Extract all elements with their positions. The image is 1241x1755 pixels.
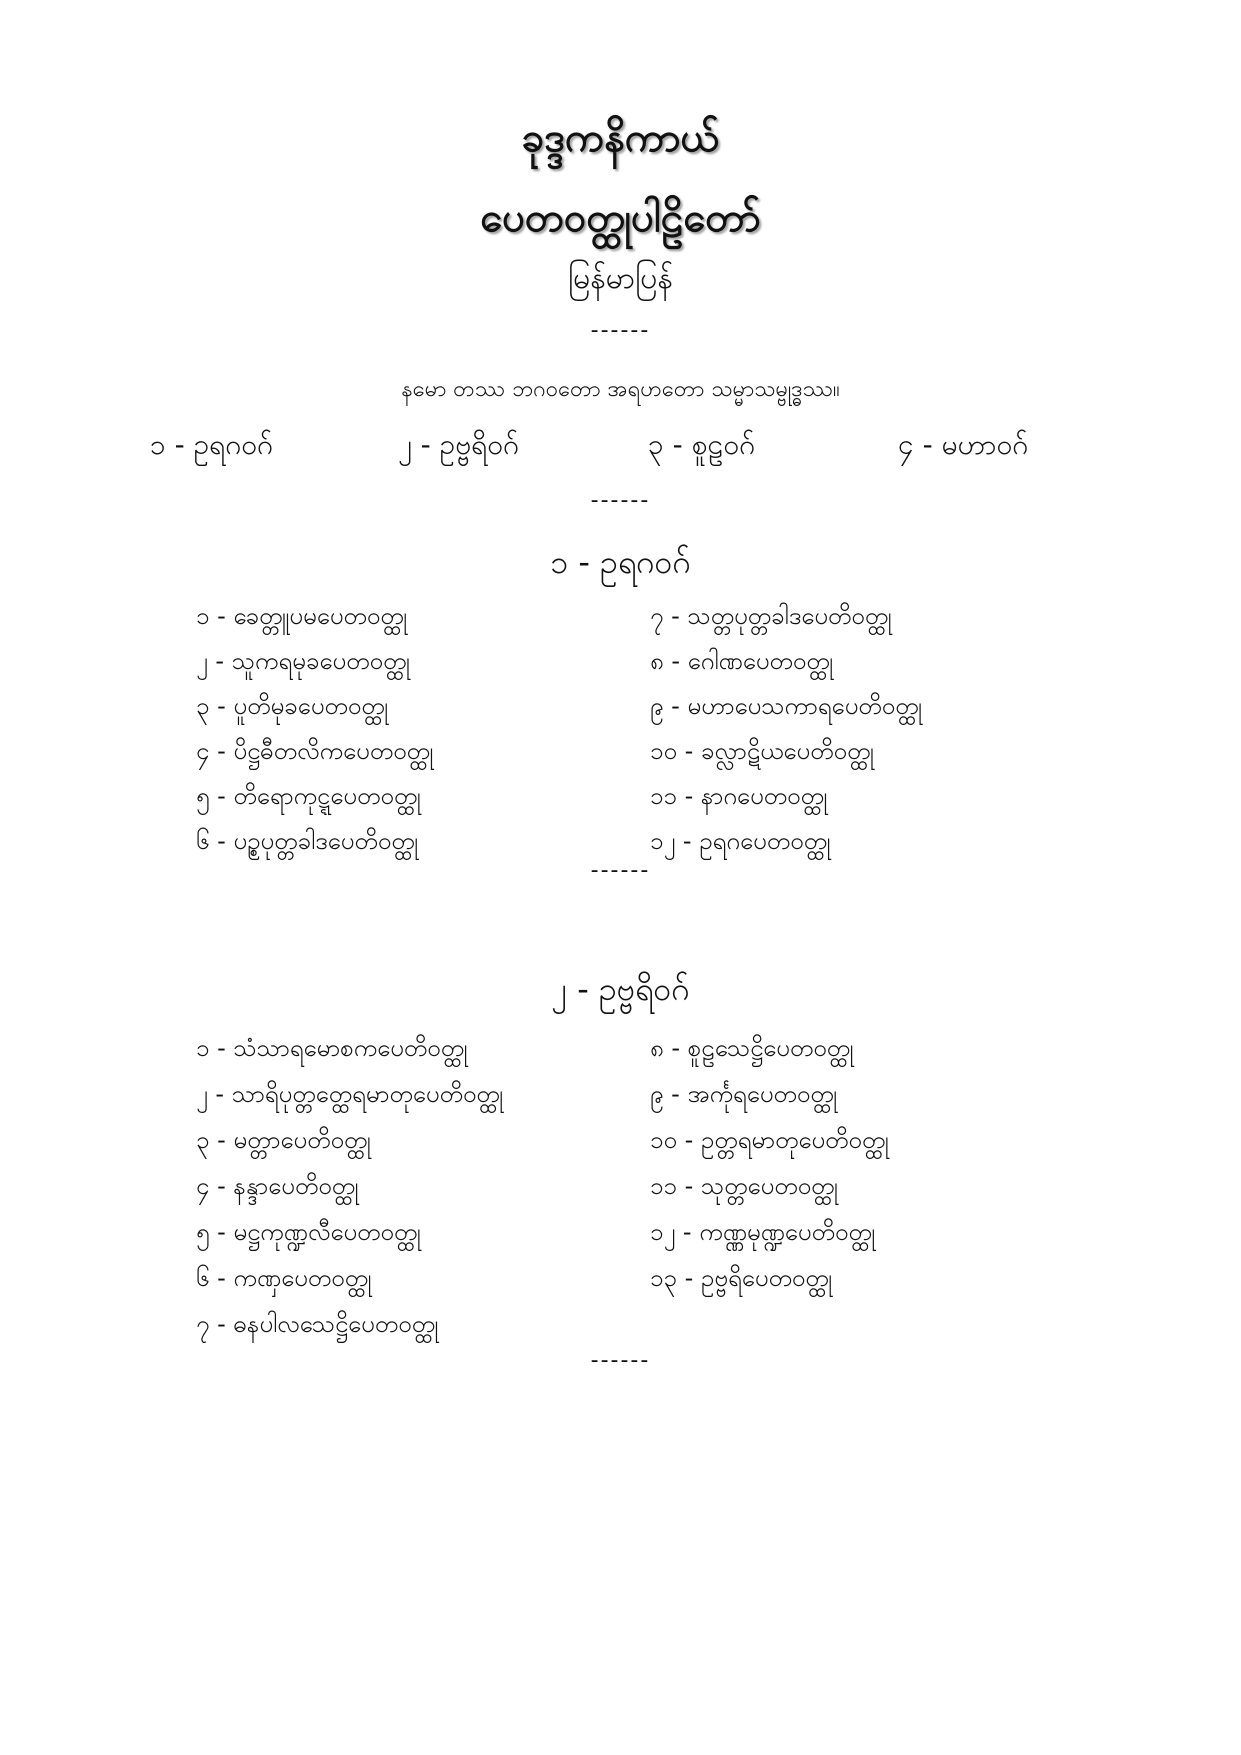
separator: ------	[590, 858, 651, 883]
list-item[interactable]: ၄ - နန္ဒာပေတိဝတ္ထု	[196, 1172, 359, 1200]
list-item[interactable]: ၉ - အင်္ကုရပေတဝတ္ထု	[650, 1080, 838, 1108]
salutation: နမော တဿ ဘဂဝတော အရဟတော သမ္မာသမ္ဗုဒ္ဓဿ။	[401, 377, 840, 402]
list-item[interactable]: ၆ - ကဏှပေတဝတ္ထု	[196, 1264, 372, 1292]
list-item[interactable]: ၈ - ဂေါဏပေတဝတ္ထု	[650, 647, 834, 675]
nav-link-chapter-3[interactable]: ၃ - စူဠဝဂ်	[648, 428, 756, 461]
separator: ------	[590, 1348, 651, 1373]
language-subtitle: မြန်မာပြန်	[568, 261, 673, 296]
list-item[interactable]: ၉ - မဟာပေသကာရပေတိဝတ္ထု	[650, 692, 922, 720]
separator: ------	[590, 318, 651, 343]
separator: ------	[590, 488, 651, 513]
list-item[interactable]: ၁၂ - ကဏ္ဏမုဏ္ဍပေတိဝတ္ထု	[650, 1218, 876, 1246]
list-item[interactable]: ၃ - ပူတိမုခပေတဝတ္ထု	[196, 692, 389, 720]
list-item[interactable]: ၁ - ခေတ္တူပမပေတဝတ္ထု	[196, 602, 408, 630]
nav-link-chapter-2[interactable]: ၂ - ဥဗ္ဗရိဝဂ်	[398, 428, 519, 461]
section-heading: ၂ - ဥဗ္ဗရိဝဂ်	[551, 970, 690, 1008]
list-item[interactable]: ၃ - မတ္တာပေတိဝတ္ထု	[196, 1126, 371, 1154]
list-item[interactable]: ၁၁ - နာဂပေတဝတ္ထု	[650, 782, 828, 810]
list-item[interactable]: ၂ - သူကရမုခပေတဝတ္ထု	[196, 647, 410, 675]
book-title: ပေတဝတ္ထုပါဠိတော်	[480, 195, 761, 241]
list-item[interactable]: ၇ - သတ္တပုတ္တခါဒပေတိဝတ္ထု	[650, 602, 892, 630]
list-item[interactable]: ၁၃ - ဥဗ္ဗရိပေတဝတ္ထု	[650, 1264, 833, 1292]
list-item[interactable]: ၅ - မဋ္ဌကုဏ္ဍလီပေတဝတ္ထု	[196, 1218, 421, 1246]
list-item[interactable]: ၁၀ - ဥတ္တရမာတုပေတိဝတ္ထု	[650, 1126, 889, 1154]
list-item[interactable]: ၈ - စူဠသေဋ္ဌိပေတဝတ္ထု	[650, 1034, 854, 1062]
nav-link-chapter-1[interactable]: ၁ - ဥရဂဝဂ်	[150, 428, 273, 461]
list-item[interactable]: ၁၁ - သုတ္တပေတဝတ္ထု	[650, 1172, 838, 1200]
list-item[interactable]: ၁၂ - ဥရဂပေတဝတ္ထု	[650, 827, 831, 855]
list-item[interactable]: ၁၀ - ခလ္လာဋိယပေတိဝတ္ထု	[650, 737, 874, 765]
list-item[interactable]: ၇ - ဓနပါလသေဋ္ဌိပေတဝတ္ထု	[196, 1310, 439, 1338]
section-heading: ၁ - ဥရဂဝဂ်	[550, 543, 691, 581]
list-item[interactable]: ၄ - ပိဋ္ဌဓီတလိကပေတဝတ္ထု	[196, 737, 434, 765]
list-item[interactable]: ၁ - သံသာရမောစကပေတိဝတ္ထု	[196, 1034, 468, 1062]
nav-link-chapter-4[interactable]: ၄ - မဟာဝဂ်	[898, 428, 1029, 461]
list-item[interactable]: ၆ - ပဉ္စပုတ္တခါဒပေတိဝတ္ထု	[196, 827, 419, 855]
list-item[interactable]: ၂ - သာရိပုတ္တတ္ထေရမာတုပေတိဝတ္ထု	[196, 1080, 504, 1108]
list-item[interactable]: ၅ - တိရောကုဋ္ဋပေတဝတ္ထု	[196, 782, 421, 810]
collection-title: ခုဒ္ဒကနိကာယ်	[521, 115, 720, 161]
